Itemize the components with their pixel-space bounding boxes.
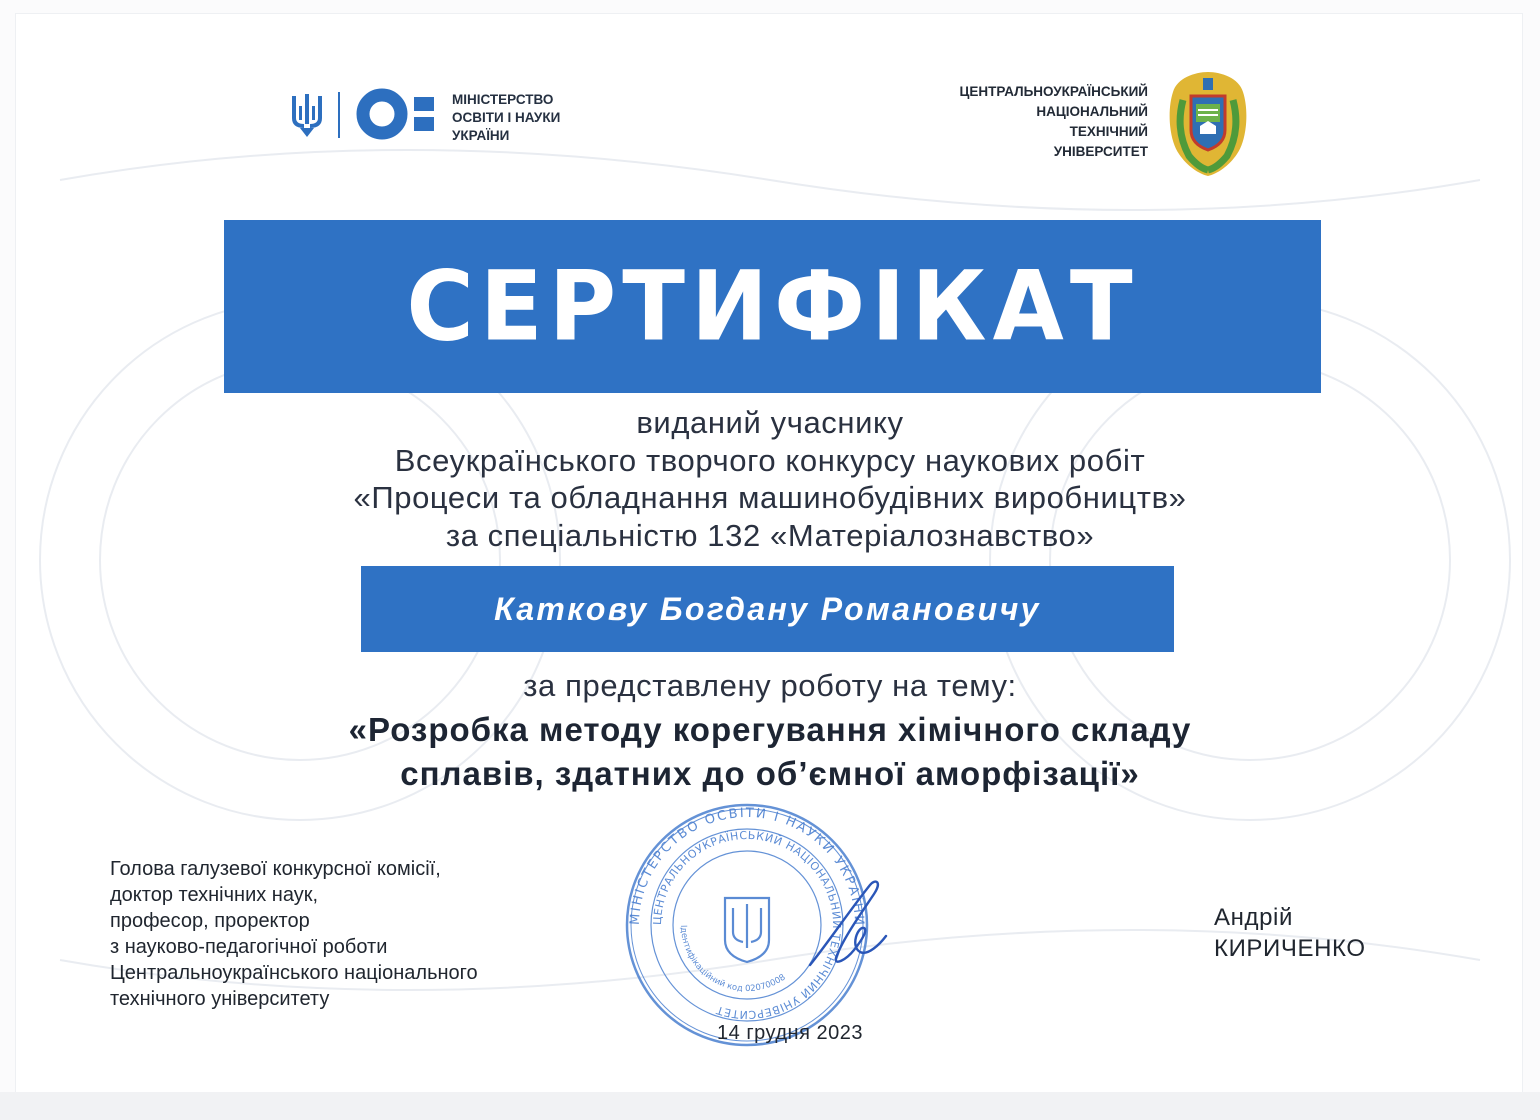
stamp-trident-icon [725, 898, 769, 962]
topic-line: «Розробка методу корегування хімічного складу [348, 711, 1192, 748]
ministry-name: МІНІСТЕРСТВО ОСВІТИ І НАУКИ УКРАЇНИ [452, 92, 561, 143]
university-crest-icon [1165, 70, 1251, 178]
award-description [200, 404, 1340, 554]
recipient-name: Каткову Богдану Романовичу [494, 590, 1041, 627]
stamp-inner-text: ЦЕНТРАЛЬНОУКРАЇНСЬКИЙ НАЦІОНАЛЬНИЙ ТЕХНІЧНИЙ УНІВЕРСИТЕТ [650, 828, 844, 1022]
stamp-outer-text: МІНІСТЕРСТВО ОСВІТИ І НАУКИ УКРАЇНИ [627, 805, 867, 928]
signer-position: Голова галузевої конкурсної комісії, доктор технічних наук, професор, проректор з науково-педагогічної роботи Центральноукраїнського національного технічного університету [110, 858, 478, 1010]
topic-line: сплавів, здатних до об’ємної аморфізації» [400, 755, 1140, 792]
work-topic [200, 708, 1340, 796]
intro-line: за спеціальністю 132 «Матеріалознавство» [445, 517, 1095, 553]
stamp-code-text: Ідентифікаційний код 02070008 [677, 924, 788, 995]
certificate-title: СЕРТИФІКАТ [406, 250, 1139, 363]
intro-line: «Процеси та обладнання машинобудівних виробництв» [353, 480, 1187, 515]
logo-divider [338, 92, 340, 138]
ministry-mark-icon [356, 88, 440, 140]
intro-line: виданий учаснику [636, 405, 904, 440]
title-banner [224, 220, 1321, 393]
handwritten-signature [790, 870, 900, 980]
trident-icon [290, 92, 324, 138]
signer-name [1214, 902, 1434, 964]
intro-line: Всеукраїнського творчого конкурсу наукових робіт [394, 442, 1146, 478]
recipient-banner [361, 566, 1174, 652]
signer-last-name: КИРИЧЕНКО [1214, 935, 1366, 962]
issue-date: 14 грудня 2023 [717, 1022, 863, 1044]
university-name: ЦЕНТРАЛЬНОУКРАЇНСЬКИЙ НАЦІОНАЛЬНИЙ ТЕХНІЧНИЙ УНІВЕРСИТЕТ [959, 84, 1148, 159]
topic-intro: за представлену роботу на тему: [523, 668, 1017, 703]
signer-first-name: Андрій [1214, 904, 1293, 931]
